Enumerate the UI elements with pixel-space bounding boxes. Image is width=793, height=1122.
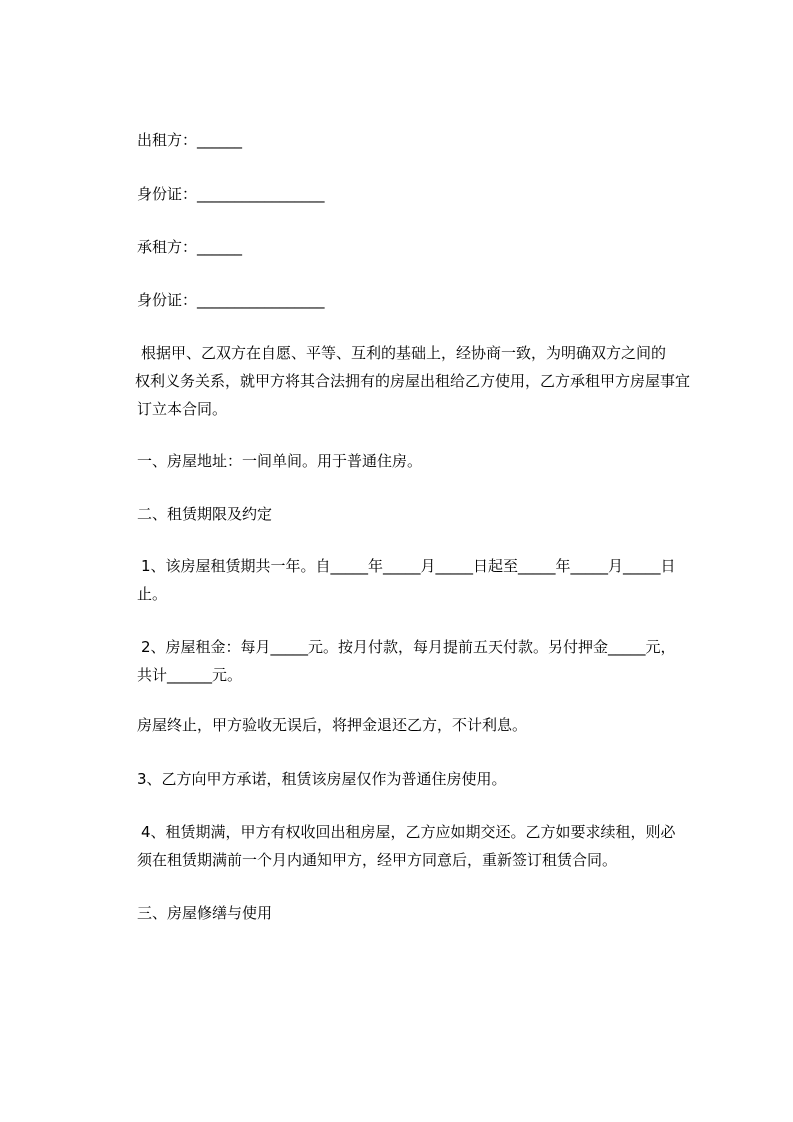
intro-line-1: 根据甲、乙双方在自愿、平等、互利的基础上，经协商一致，为明确双方之间的 <box>141 344 667 362</box>
intro-line-2: 权利义务关系，就甲方将其合法拥有的房屋出租给乙方使用，乙方承租甲方房屋事宜 <box>135 372 691 390</box>
clause-2-4-line-2: 须在租赁期满前一个月内通知甲方，经甲方同意后，重新签订租赁合同。 <box>137 851 618 869</box>
clause-2-1 <box>137 552 717 608</box>
section-2-heading: 二、租赁期限及约定 <box>137 505 273 523</box>
clause-2-3: 3、乙方向甲方承诺，租赁该房屋仅作为普通住房使用。 <box>137 770 507 788</box>
section-3-heading: 三、房屋修缮与使用 <box>137 904 273 922</box>
clause-2-4 <box>137 818 717 874</box>
clause-2-1-line-2: 止。 <box>137 585 168 603</box>
lessee-line: 承租方：______ <box>137 238 243 256</box>
intro-paragraph <box>137 339 717 423</box>
clause-2-4-line-1: 4、租赁期满，甲方有权收回出租房屋，乙方应如期交还。乙方如要求续租，则必 <box>141 823 676 841</box>
clause-2-1-line-1: 1、该房屋租赁期共一年。自_____年_____月_____日起至_____年_____月_____日 <box>141 557 676 575</box>
lessor-line: 出租方：______ <box>137 131 243 149</box>
intro-line-3: 订立本合同。 <box>137 400 228 418</box>
clause-2-2-line-1: 2、房屋租金：每月_____元。按月付款，每月提前五天付款。另付押金_____元， <box>141 638 676 656</box>
clause-2-2-line-2: 共计______元。 <box>137 666 243 684</box>
lessee-id-line: 身份证：_________________ <box>137 291 325 309</box>
section-1-address: 一、房屋地址：一间单间。用于普通住房。 <box>137 452 423 470</box>
lessor-id-line: 身份证：_________________ <box>137 185 325 203</box>
deposit-return-line: 房屋终止，甲方验收无误后，将押金退还乙方，不计利息。 <box>137 716 528 734</box>
clause-2-2 <box>137 633 717 689</box>
